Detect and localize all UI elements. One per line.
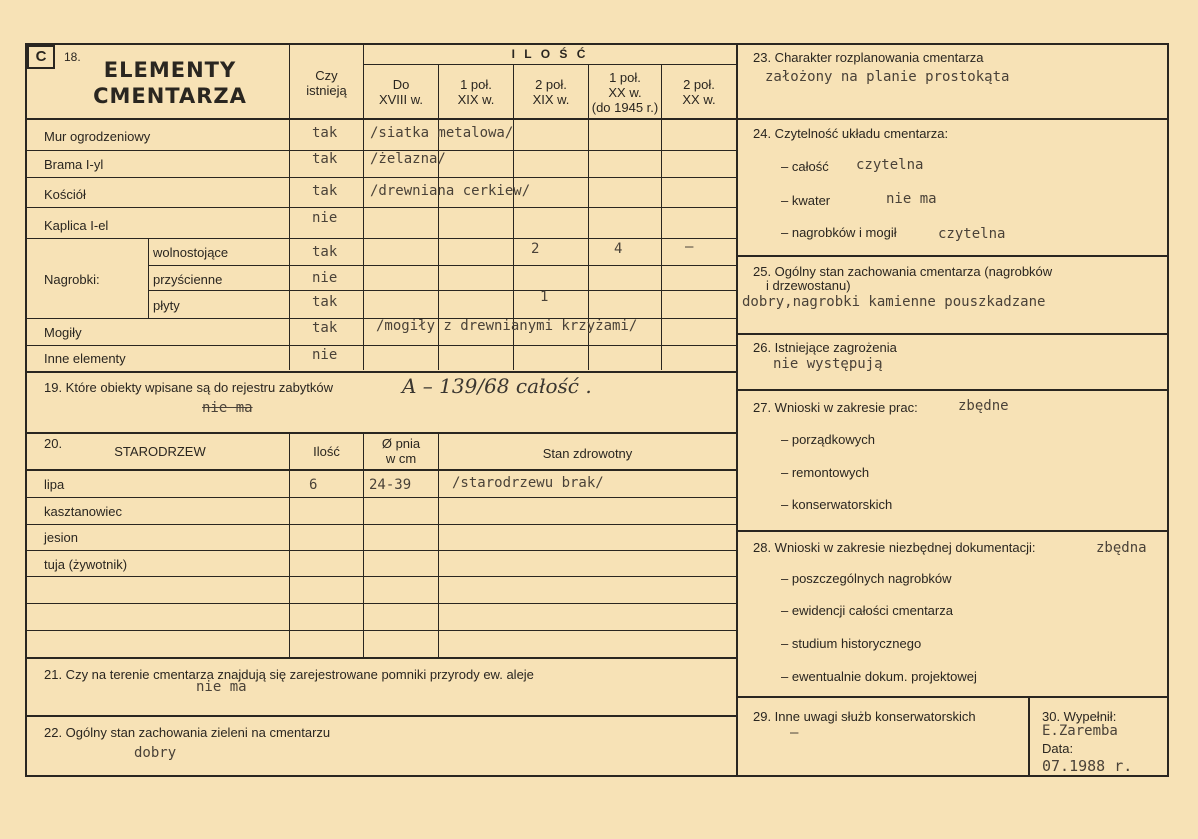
starodrzew-header-line [26, 469, 736, 471]
row-line [26, 603, 736, 604]
section24-label: 24. Czytelność układu cmentarza: [753, 126, 949, 141]
middle-divider [736, 44, 738, 776]
section28-label: 28. Wnioski w zakresie niezbędnej dokumentacji: [753, 540, 1036, 555]
section22-value: dobry [134, 745, 177, 761]
note-brama: /żelazna/ [370, 151, 446, 167]
exists-brama: tak [312, 151, 338, 167]
col-divider-health [438, 432, 439, 657]
exists-inne: nie [312, 347, 338, 363]
row-line [26, 524, 736, 525]
section26-label: 26. Istniejące zagrożenia [753, 340, 897, 355]
section24-item-kwater: – kwater [781, 193, 831, 208]
count-wolnostojace-p5: – [685, 239, 694, 255]
section21-value: nie ma [196, 679, 247, 695]
section22-label: 22. Ogólny stan zachowania zieleni na cmentarzu [44, 725, 331, 740]
row-label-kaplica: Kaplica I-el [44, 218, 109, 233]
tree-label-kasztanowiec: kasztanowiec [44, 504, 123, 519]
section27-value: zbędne [958, 398, 1009, 414]
section-divider [737, 389, 1168, 391]
section29-label: 29. Inne uwagi służb konserwatorskich [753, 709, 976, 724]
exists-plyty: tak [312, 294, 338, 310]
row-label-inne: Inne elementy [44, 351, 126, 366]
section-divider [26, 432, 736, 434]
section24-item-calosc: – całość [781, 159, 829, 174]
period-header-1: Do XVIII w. [378, 77, 424, 107]
section24-value-kwater: nie ma [886, 191, 937, 207]
section27-item-3: – konserwatorskich [781, 497, 893, 512]
section-divider [26, 715, 736, 717]
period-header-2: 1 poł. XIX w. [457, 77, 495, 107]
row-label-kosciol: Kościół [44, 187, 86, 202]
row-label-przyscienne: przyścienne [153, 272, 223, 287]
ilosc-header: I L O Ś Ć [511, 47, 589, 61]
row-label-mur: Mur ogrodzeniowy [44, 129, 151, 144]
exists-wolnostojace: tak [312, 244, 338, 260]
section-divider [737, 696, 1168, 698]
section28-value: zbędna [1096, 540, 1147, 556]
section19-label: 19. Które obiekty wpisane są do rejestru zabytków [44, 380, 334, 395]
exists-kaplica: nie [312, 210, 338, 226]
row-label-wolnostojace: wolnostojące [153, 245, 229, 260]
section28-item-4: – ewentualnie dokum. projektowej [781, 669, 977, 684]
section27-item-1: – porządkowych [781, 432, 875, 447]
nagrobki-label: Nagrobki: [44, 272, 100, 287]
row-line [148, 265, 736, 266]
row-line [26, 177, 736, 178]
filled-by-name: E.Zaremba [1042, 723, 1118, 739]
col-divider-count [289, 432, 290, 657]
section25-value: dobry,nagrobki kamienne pouszkadzane [742, 294, 1046, 310]
section-divider [26, 371, 736, 373]
section26-value: nie występują [773, 356, 883, 372]
nagrobki-divider [148, 238, 149, 318]
section27-label: 27. Wnioski w zakresie prac: [753, 400, 918, 415]
section23-label: 23. Charakter rozplanowania cmentarza [753, 50, 984, 65]
exists-mur: tak [312, 125, 338, 141]
col-divider-30 [1028, 696, 1030, 776]
section-divider [737, 333, 1168, 335]
tree-label-jesion: jesion [44, 530, 78, 545]
count-plyty-p3: 1 [540, 289, 549, 305]
note-mur: /siatka metalowa/ [370, 125, 514, 141]
exists-mogily: tak [312, 320, 338, 336]
date-value: 07.1988 r. [1042, 757, 1133, 775]
section24-value-calosc: czytelna [856, 157, 924, 173]
col-header-health: Stan zdrowotny [542, 446, 633, 461]
section-divider [737, 118, 1168, 120]
date-label: Data: [1042, 741, 1074, 756]
period-header-4: 1 poł. XX w. (do 1945 r.) [591, 70, 659, 115]
section-divider [737, 530, 1168, 532]
section25-label-2: i drzewostanu) [766, 278, 851, 293]
section28-item-2: – ewidencji całości cmentarza [781, 603, 953, 618]
row-line [26, 630, 736, 631]
exists-przyscienne: nie [312, 270, 338, 286]
register-typed: nie ma [202, 400, 253, 416]
section21-label: 21. Czy na terenie cmentarza znajdują się zarejestrowane pomniki przyrody ew. aleje [44, 667, 534, 682]
section28-item-3: – studium historycznego [781, 636, 922, 651]
section23-value: założony na planie prostokąta [765, 69, 1010, 85]
row-label-plyty: płyty [153, 298, 180, 313]
exists-kosciol: tak [312, 183, 338, 199]
period-header-3: 2 poł. XIX w. [532, 77, 570, 107]
tree-label-tuja: tuja (żywotnik) [44, 557, 128, 572]
row-line [26, 550, 736, 551]
section-title-line1: ELEMENTY [103, 58, 237, 82]
row-label-brama: Brama I-yl [44, 157, 104, 172]
row-label-mogily: Mogiły [44, 325, 82, 340]
row-line [26, 207, 736, 208]
section24-item-nagrobkow: – nagrobków i mogił [781, 225, 897, 240]
header-bottom-line [26, 118, 736, 120]
starodrzew-title: STARODRZEW [114, 444, 206, 459]
section-title-line2: CMENTARZA [93, 84, 247, 108]
note-mogily: /mogiły z drewnianymi krzyżami/ [376, 318, 638, 334]
section-divider [26, 657, 736, 659]
section-number-20: 20. [44, 436, 63, 451]
section25-label-1: 25. Ogólny stan zachowania cmentarza (nagrobków [753, 264, 1053, 279]
col-header-diameter: Ø pnia w cm [381, 436, 421, 466]
col-header-exists: Czy istnieją [306, 68, 347, 98]
period-header-5: 2 poł. XX w. [682, 77, 716, 107]
section-number-18: 18. [64, 50, 81, 64]
section27-item-2: – remontowych [781, 465, 870, 480]
col-header-count: Ilość [313, 444, 340, 459]
row-line [26, 497, 736, 498]
tree-count-lipa: 6 [309, 477, 318, 493]
section30-label: 30. Wypełnił: [1042, 709, 1117, 724]
row-line [148, 290, 736, 291]
tree-diameter-lipa: 24-39 [369, 477, 412, 493]
section24-value-nagrobkow: czytelna [938, 226, 1006, 242]
note-kosciol: /drewniana cerkiew/ [370, 183, 531, 199]
section-divider [737, 255, 1168, 257]
row-line [26, 238, 736, 239]
count-wolnostojace-p3: 2 [531, 241, 540, 257]
section28-item-1: – poszczególnych nagrobków [781, 571, 952, 586]
tree-label-lipa: lipa [44, 477, 65, 492]
section29-value: – [790, 725, 799, 741]
row-line [26, 576, 736, 577]
tree-health-lipa: /starodrzewu brak/ [452, 475, 604, 491]
section-letter-box: C [27, 45, 55, 69]
register-handwritten: A – 139/68 całość . [402, 374, 592, 398]
ilosc-divider [363, 64, 736, 65]
row-line [26, 345, 736, 346]
count-wolnostojace-p4: 4 [614, 241, 623, 257]
col-divider-period5 [661, 64, 662, 370]
